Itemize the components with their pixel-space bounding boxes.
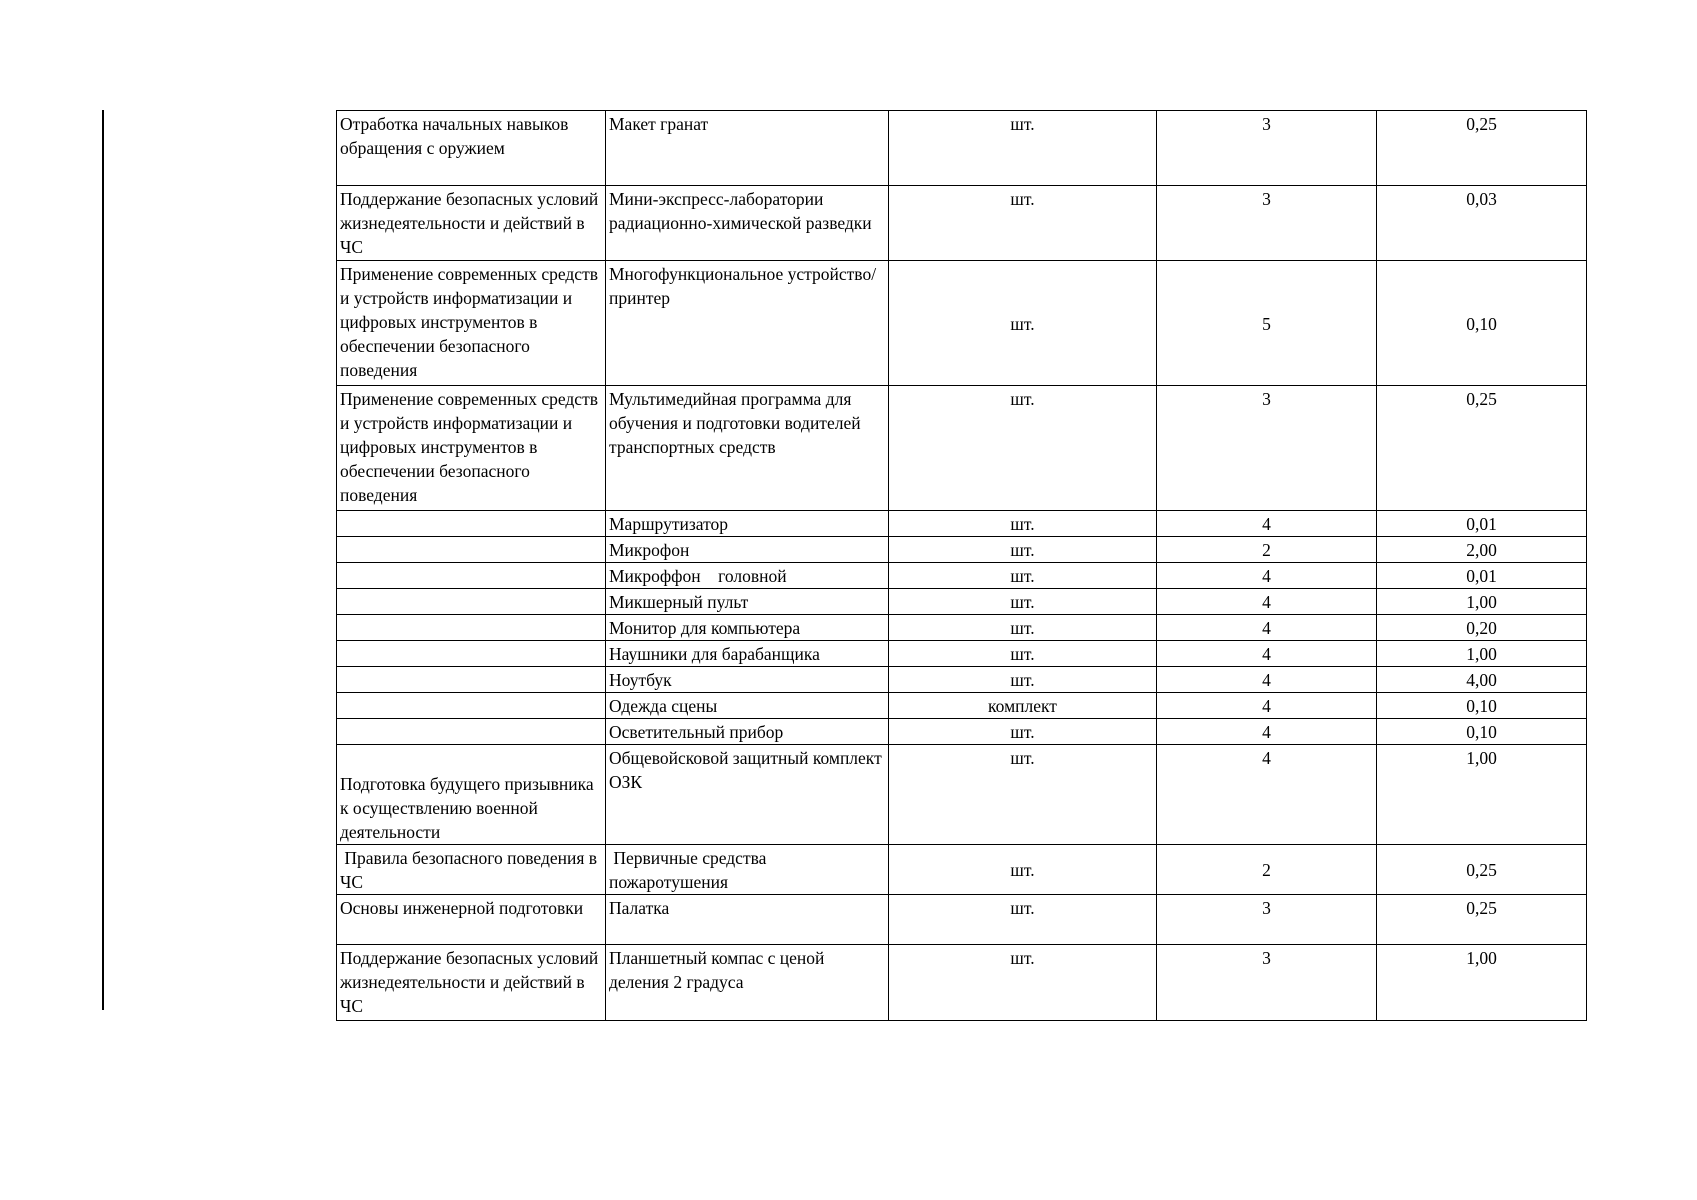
table-row xyxy=(337,845,1587,895)
table-row xyxy=(337,945,1587,1021)
quantity-cell: 4 xyxy=(1157,563,1377,589)
unit-cell: комплект xyxy=(889,693,1157,719)
unit-cell: шт. xyxy=(889,386,1157,511)
unit-cell: шт. xyxy=(889,615,1157,641)
table-row xyxy=(337,589,1587,615)
coefficient-cell: 0,03 xyxy=(1377,186,1587,261)
topic-cell: Применение современных средств и устройств информатизации и цифровых инструментов в обеспечении безопасного поведения xyxy=(337,261,606,386)
topic-cell xyxy=(337,693,606,719)
coefficient-cell: 1,00 xyxy=(1377,745,1587,845)
table-row xyxy=(337,386,1587,511)
unit-cell: шт. xyxy=(889,719,1157,745)
coefficient-cell: 0,25 xyxy=(1377,111,1587,186)
topic-cell: Правила безопасного поведения в ЧС xyxy=(337,845,606,895)
topic-cell xyxy=(337,589,606,615)
table-row xyxy=(337,511,1587,537)
item-cell: Планшетный компас с ценой деления 2 градуса xyxy=(606,945,889,1021)
topic-cell xyxy=(337,719,606,745)
topic-cell: Поддержание безопасных условий жизнедеятельности и действий в ЧС xyxy=(337,945,606,1021)
quantity-cell: 4 xyxy=(1157,589,1377,615)
coefficient-cell: 0,10 xyxy=(1377,693,1587,719)
margin-rule xyxy=(102,110,104,1010)
coefficient-cell: 0,10 xyxy=(1377,719,1587,745)
coefficient-cell: 4,00 xyxy=(1377,667,1587,693)
quantity-cell: 2 xyxy=(1157,845,1377,895)
coefficient-cell: 2,00 xyxy=(1377,537,1587,563)
equipment-table xyxy=(336,110,1587,1021)
table-row xyxy=(337,719,1587,745)
topic-cell: Подготовка будущего призывника к осуществлению военной деятельности xyxy=(337,745,606,845)
quantity-cell: 5 xyxy=(1157,261,1377,386)
quantity-cell: 3 xyxy=(1157,111,1377,186)
unit-cell: шт. xyxy=(889,667,1157,693)
item-cell: Макет гранат xyxy=(606,111,889,186)
unit-cell: шт. xyxy=(889,186,1157,261)
coefficient-cell: 1,00 xyxy=(1377,589,1587,615)
item-cell: Микрофон xyxy=(606,537,889,563)
item-cell: Многофункциональное устройство/принтер xyxy=(606,261,889,386)
table-row xyxy=(337,186,1587,261)
topic-cell xyxy=(337,667,606,693)
coefficient-cell: 0,25 xyxy=(1377,386,1587,511)
unit-cell: шт. xyxy=(889,845,1157,895)
item-cell: Микшерный пульт xyxy=(606,589,889,615)
quantity-cell: 4 xyxy=(1157,745,1377,845)
unit-cell: шт. xyxy=(889,111,1157,186)
item-cell: Монитор для компьютера xyxy=(606,615,889,641)
topic-cell xyxy=(337,511,606,537)
topic-cell xyxy=(337,615,606,641)
unit-cell: шт. xyxy=(889,589,1157,615)
item-cell: Наушники для барабанщика xyxy=(606,641,889,667)
table-row xyxy=(337,111,1587,186)
quantity-cell: 2 xyxy=(1157,537,1377,563)
table-row xyxy=(337,895,1587,945)
quantity-cell: 3 xyxy=(1157,895,1377,945)
quantity-cell: 3 xyxy=(1157,186,1377,261)
item-cell: Палатка xyxy=(606,895,889,945)
table-row xyxy=(337,693,1587,719)
table-row xyxy=(337,745,1587,845)
topic-cell: Основы инженерной подготовки xyxy=(337,895,606,945)
item-cell: Первичные средства пожаротушения xyxy=(606,845,889,895)
unit-cell: шт. xyxy=(889,563,1157,589)
coefficient-cell: 0,01 xyxy=(1377,563,1587,589)
table-row xyxy=(337,537,1587,563)
item-cell: Микроффон головной xyxy=(606,563,889,589)
coefficient-cell: 0,10 xyxy=(1377,261,1587,386)
topic-cell: Применение современных средств и устройств информатизации и цифровых инструментов в обеспечении безопасного поведения xyxy=(337,386,606,511)
topic-cell: Поддержание безопасных условий жизнедеятельности и действий в ЧС xyxy=(337,186,606,261)
table-row xyxy=(337,261,1587,386)
quantity-cell: 4 xyxy=(1157,667,1377,693)
topic-cell xyxy=(337,641,606,667)
table-row xyxy=(337,615,1587,641)
quantity-cell: 4 xyxy=(1157,719,1377,745)
item-cell: Ноутбук xyxy=(606,667,889,693)
unit-cell: шт. xyxy=(889,537,1157,563)
unit-cell: шт. xyxy=(889,261,1157,386)
coefficient-cell: 0,20 xyxy=(1377,615,1587,641)
coefficient-cell: 0,25 xyxy=(1377,845,1587,895)
coefficient-cell: 0,25 xyxy=(1377,895,1587,945)
item-cell: Одежда сцены xyxy=(606,693,889,719)
table-row xyxy=(337,641,1587,667)
unit-cell: шт. xyxy=(889,641,1157,667)
quantity-cell: 3 xyxy=(1157,945,1377,1021)
item-cell: Маршрутизатор xyxy=(606,511,889,537)
coefficient-cell: 1,00 xyxy=(1377,945,1587,1021)
topic-cell xyxy=(337,563,606,589)
quantity-cell: 4 xyxy=(1157,693,1377,719)
quantity-cell: 3 xyxy=(1157,386,1377,511)
quantity-cell: 4 xyxy=(1157,641,1377,667)
quantity-cell: 4 xyxy=(1157,615,1377,641)
quantity-cell: 4 xyxy=(1157,511,1377,537)
item-cell: Мини-экспресс-лаборатории радиационно-химической разведки xyxy=(606,186,889,261)
table-row xyxy=(337,563,1587,589)
unit-cell: шт. xyxy=(889,511,1157,537)
item-cell: Осветительный прибор xyxy=(606,719,889,745)
topic-cell: Отработка начальных навыков обращения с оружием xyxy=(337,111,606,186)
unit-cell: шт. xyxy=(889,895,1157,945)
coefficient-cell: 0,01 xyxy=(1377,511,1587,537)
table-row xyxy=(337,667,1587,693)
unit-cell: шт. xyxy=(889,745,1157,845)
item-cell: Мультимедийная программа для обучения и подготовки водителей транспортных средств xyxy=(606,386,889,511)
topic-cell xyxy=(337,537,606,563)
unit-cell: шт. xyxy=(889,945,1157,1021)
item-cell: Общевойсковой защитный комплект ОЗК xyxy=(606,745,889,845)
coefficient-cell: 1,00 xyxy=(1377,641,1587,667)
